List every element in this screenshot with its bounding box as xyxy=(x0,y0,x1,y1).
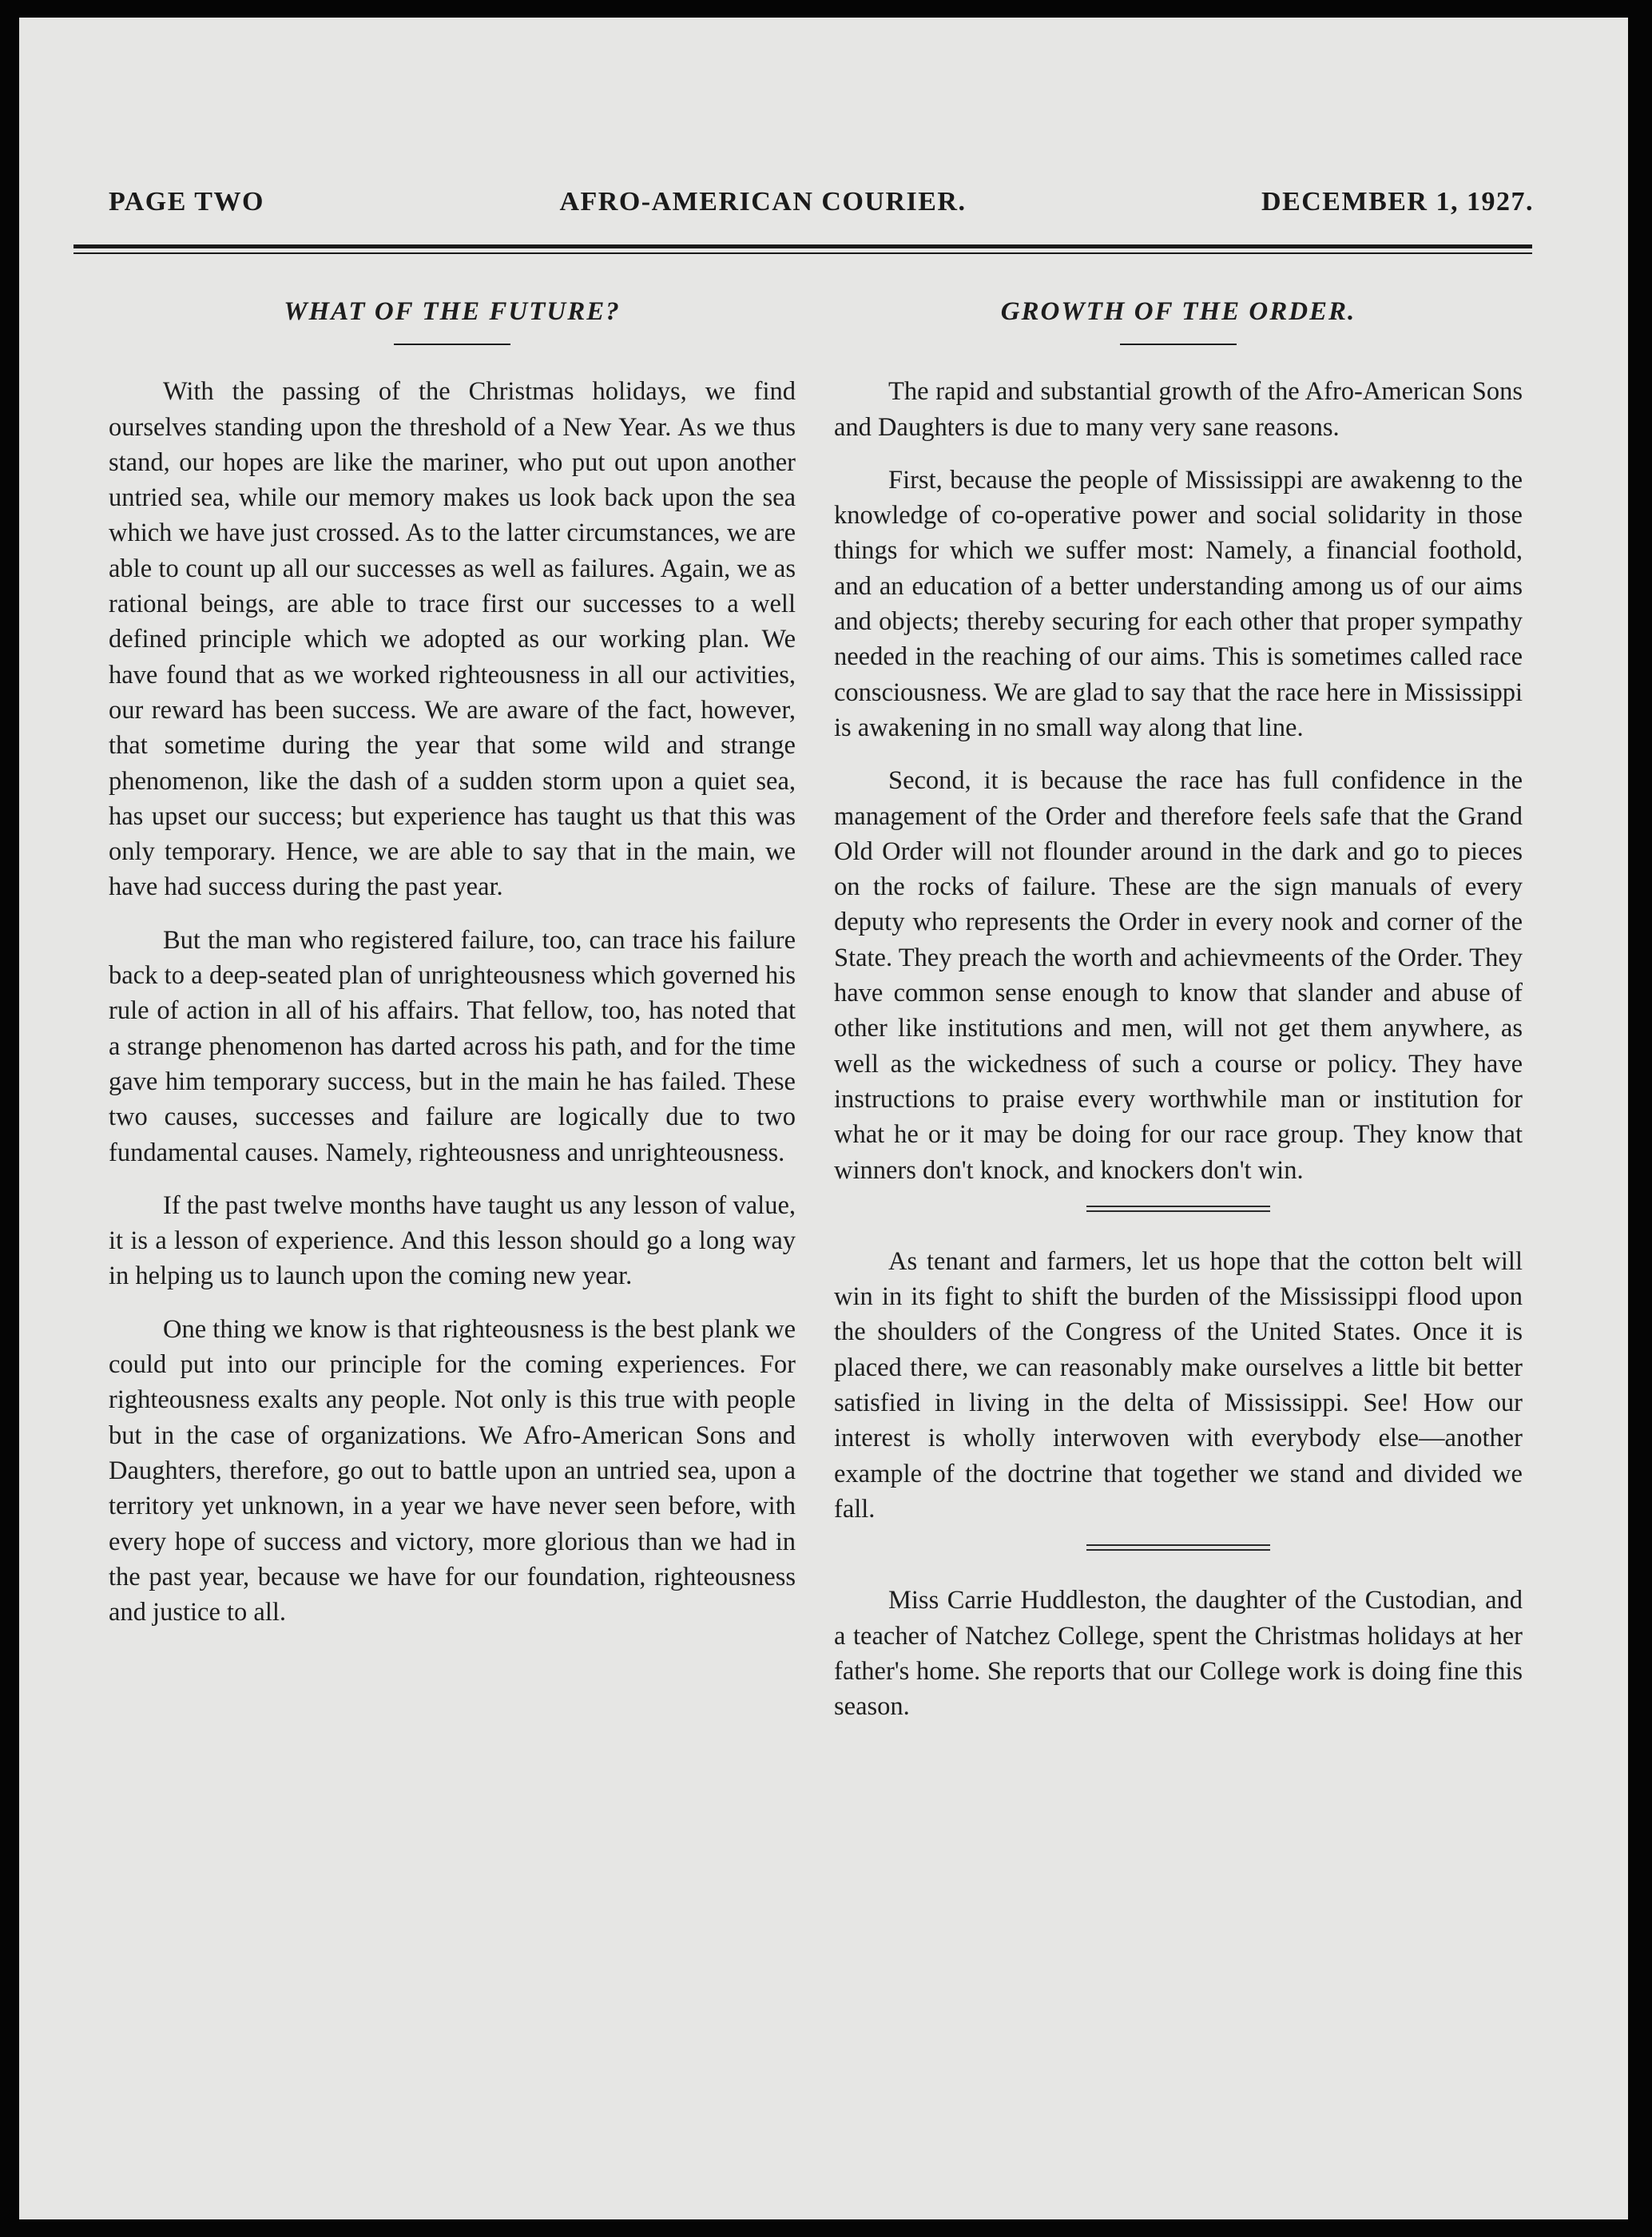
section-divider xyxy=(1086,1206,1270,1212)
masthead: AFRO-AMERICAN COURIER. xyxy=(559,187,967,217)
page-label: PAGE TWO xyxy=(109,187,264,217)
article-paragraph: First, because the people of Mississippi are awakenng to the knowledge of co-operative power and social solidarity in those things for which we suffer most: Namely, a financial foothold, and an education of a better understanding among us of our aims and objects; thereby securing for each other that proper sympathy needed in the reaching of our aims. This is sometimes called race consciousness. We are glad to say that the race here in Mississippi is awakening in no small way along that line. xyxy=(834,465,1523,742)
newspaper-page xyxy=(19,18,1628,2219)
article-paragraph: If the past twelve months have taught us any lesson of value, it is a lesson of experience. And this lesson should go a long way in helping us to launch upon the coming new year. xyxy=(109,1190,796,1291)
header-rule-thin xyxy=(73,252,1532,254)
title-rule xyxy=(1120,344,1237,345)
title-rule xyxy=(394,344,510,345)
page-header xyxy=(109,187,1534,217)
section-divider xyxy=(1086,1544,1270,1551)
article-paragraph: But the man who registered failure, too, can trace his failure back to a deep-seated plan of unrighteousness which governed his rule of action in all of his affairs. That fellow, too, has noted that a strange phenomenon has darted across his path, and for the time gave him temporary success, but in the main he has failed. These two causes, successes and failure are logically due to two fundamental causes. Namely, righteousness and unrighteousness. xyxy=(109,925,796,1167)
right-column xyxy=(834,275,1523,1742)
left-column xyxy=(109,275,796,1647)
article-paragraph: The rapid and substantial growth of the Afro-American Sons and Daughters is due to many very sane reasons. xyxy=(834,377,1523,442)
article-title-growth: GROWTH OF THE ORDER. xyxy=(1000,297,1356,326)
article-paragraph: One thing we know is that righteousness is the best plank we could put into our principle for the coming experiences. For righteousness exalts any people. Not only is this true with people but in the case of organizations. We Afro-American Sons and Daughters, therefore, go out to battle upon an untried sea, upon a territory yet unknown, in a year we have never seen before, with every hope of success and victory, more glorious than we had in the past year, because we have for our foundation, righteousness and justice to all. xyxy=(109,1314,796,1627)
header-rule xyxy=(73,244,1532,248)
flood-item-paragraph: As tenant and farmers, let us hope that the cotton belt will win in its fight to shift the burden of the Mississippi flood upon the shoulders of the Congress of the United States. Once it is placed there, we can reasonably make ourselves a little bit better satisfied in living in the delta of Mississippi. See! How our interest is wholly interwoven with everybody else—another example of the doctrine that together we stand and divided we fall. xyxy=(834,1246,1523,1524)
article-title-future: WHAT OF THE FUTURE? xyxy=(284,297,621,326)
article-paragraph: Second, it is because the race has full confidence in the management of the Order and therefore feels safe that the Grand Old Order will not flounder around in the dark and go to pieces on the rocks of failure. These are the sign manuals of every deputy who represents the Order in every nook and corner of the State. They preach the worth and achievmeents of the Order. They have common sense enough to know that slander and abuse of other like institutions and men, will not get them anywhere, as well as the wickedness of such a course or policy. They have instructions to praise every worthwhile man or institution for what he or it may be doing for our race group. They know that winners don't knock, and knockers don't win. xyxy=(834,766,1523,1185)
article-paragraph: With the passing of the Christmas holidays, we find ourselves standing upon the threshold of a New Year. As we thus stand, our hopes are like the mariner, who put out upon another untried sea, while our memory makes us look back upon the sea which we have just crossed. As to the latter circumstances, we are able to count up all our successes as well as failures. Again, we as rational beings, are able to trace first our successes to a well defined principle which we adopted as our working plan. We have found that as we worked righteousness in all our activities, our reward has been success. We are aware of the fact, however, that sometime during the year that some wild and strange phenomenon, like the dash of a sudden storm upon a quiet sea, has upset our success; but experience has taught us that this was only temporary. Hence, we are able to say that in the main, we have had success during the past year. xyxy=(109,377,796,902)
issue-date: DECEMBER 1, 1927. xyxy=(1261,187,1534,217)
personal-item-paragraph: Miss Carrie Huddleston, the daughter of the Custodian, and a teacher of Natchez College, spent the Christmas holidays at her father's home. She reports that our College work is doing fine this season. xyxy=(834,1586,1523,1722)
